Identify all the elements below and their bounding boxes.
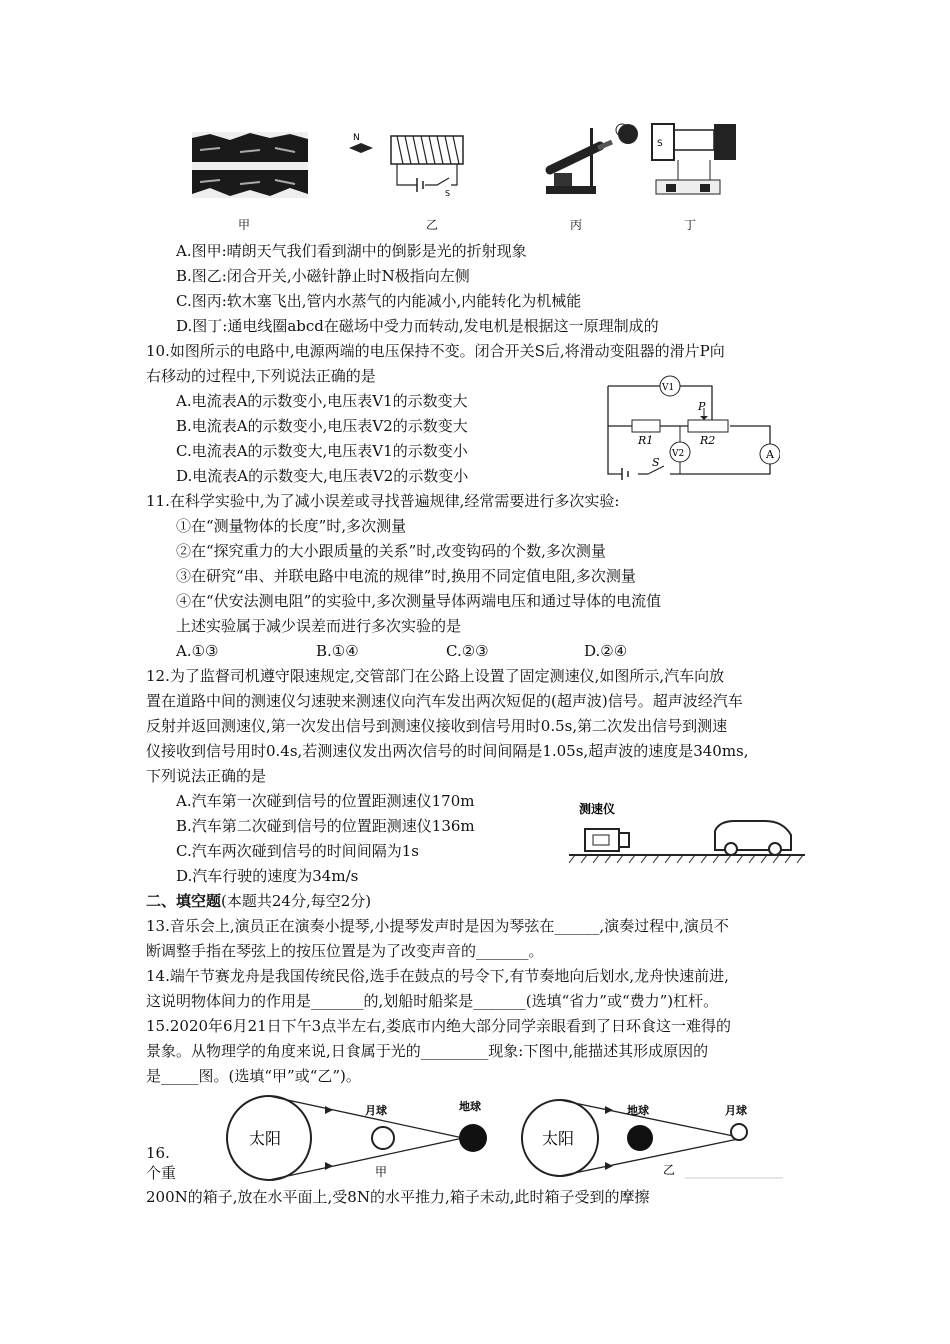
q14-line-2: 这说明物体间力的作用是_______的,划船时船桨是_______(选填“省力”或“费力”)杠杆。 [146, 992, 719, 1010]
q10-option-c: C.电流表A的示数变大,电压表V1的示数变小 [176, 442, 468, 460]
q11-option-b: B.①④ [316, 642, 359, 660]
q16-fragment: 个重 [146, 1164, 177, 1182]
q10-option-d: D.电流表A的示数变大,电压表V2的示数变小 [176, 467, 469, 485]
eclipse-yi-moon: 月球 [725, 1104, 747, 1117]
circuit-label-s: S [652, 456, 660, 469]
q9-option-b: B.图乙:闭合开关,小磁针静止时N极指向左侧 [176, 267, 470, 285]
svg-text:S: S [657, 139, 663, 149]
fig-label-jia: 甲 [238, 218, 251, 232]
eclipse-jia-sun: 太阳 [249, 1129, 282, 1148]
q11-option-c: C.②③ [446, 642, 489, 660]
fig-label-bing: 丙 [570, 218, 583, 232]
q10-option-b: B.电流表A的示数变小,电压表V2的示数变大 [176, 417, 468, 435]
q11-item-4: ④在“伏安法测电阻”的实验中,多次测量导体两端电压和通过导体的电流值 [176, 592, 662, 610]
circuit-label-r2: R2 [700, 434, 716, 447]
q12-line-4: 仪接收到信号用时0.4s,若测速仪发出两次信号的时间间隔是1.05s,超声波的速度是340ms, [146, 742, 749, 760]
q15-line-1: 15.2020年6月21日下午3点半左右,娄底市内绝大部分同学亲眼看到了日环食这一难得的 [146, 1017, 731, 1035]
q10-stem-line-1: 10.如图所示的电路中,电源两端的电压保持不变。闭合开关S后,将滑动变阻器的滑片P向 [146, 342, 725, 360]
figure-yi-solenoid [345, 130, 475, 200]
eclipse-jia-earth: 地球 [459, 1100, 481, 1113]
q10-option-a: A.电流表A的示数变小,电压表V1的示数变大 [176, 392, 468, 410]
circuit-label-p: P [698, 400, 706, 413]
q12-option-c: C.汽车两次碰到信号的时间间隔为1s [176, 842, 419, 860]
q12-option-b: B.汽车第二次碰到信号的位置距测速仪136m [176, 817, 475, 835]
q15-line-3: 是_____图。(选填“甲”或“乙”)。 [146, 1067, 361, 1085]
q11-item-1: ①在“测量物体的长度”时,多次测量 [176, 517, 407, 535]
q13-line-1: 13.音乐会上,演员正在演奏小提琴,小提琴发声时是因为琴弦在______,演奏过程中,演员不 [146, 917, 729, 935]
circuit-label-v1: V1 [662, 383, 675, 393]
q10-circuit-diagram [600, 372, 780, 484]
q14-line-1: 14.端午节赛龙舟是我国传统民俗,选手在鼓点的号令下,有节奏地向后划水,龙舟快速前进, [146, 967, 729, 985]
fig-label-yi: 乙 [426, 218, 439, 232]
eclipse-jia-label: 甲 [375, 1165, 388, 1179]
q11-option-a: A.①③ [176, 642, 219, 660]
figure-bing-steam [540, 118, 650, 198]
circuit-label-r1: R1 [638, 434, 654, 447]
q13-line-2: 断调整手指在琴弦上的按压位置是为了改变声音的_______。 [146, 942, 544, 960]
q12-line-1: 12.为了监督司机遵守限速规定,交管部门在公路上设置了固定测速仪,如图所示,汽车向放 [146, 667, 725, 685]
eclipse-yi-sun: 太阳 [542, 1129, 575, 1148]
svg-text:S: S [445, 189, 451, 198]
eclipse-yi-earth: 地球 [627, 1104, 649, 1117]
fig-label-ding: 丁 [684, 218, 697, 232]
q16-line: 200N的箱子,放在水平面上,受8N的水平推力,箱子未动,此时箱子受到的摩擦 [146, 1188, 650, 1206]
q11-option-d: D.②④ [584, 642, 628, 660]
q16-number: 16. [146, 1144, 170, 1162]
eclipse-figure [215, 1092, 785, 1187]
section-2-title: 二、填空题 [146, 892, 222, 910]
section-2-note: (本题共24分,每空2分) [221, 892, 372, 910]
svg-text:N: N [353, 133, 360, 143]
eclipse-jia-moon: 月球 [365, 1104, 387, 1117]
q12-option-a: A.汽车第一次碰到信号的位置距测速仪170m [176, 792, 475, 810]
q9-option-d: D.图丁:通电线圈abcd在磁场中受力而转动,发电机是根据这一原理制成的 [176, 317, 659, 335]
section-2-heading [146, 890, 371, 912]
figure-jia-reflection [190, 130, 310, 200]
speed-detector-label: 测速仪 [579, 802, 616, 816]
q11-question: 上述实验属于减少误差而进行多次实验的是 [176, 617, 462, 635]
q12-line-5: 下列说法正确的是 [146, 767, 267, 785]
q12-line-3: 反射并返回测速仪,第一次发出信号到测速仪接收到信号用时0.5s,第二次发出信号到测速 [146, 717, 728, 735]
eclipse-yi-label: 乙 [663, 1163, 676, 1177]
circuit-label-v2: V2 [672, 449, 685, 459]
q10-stem-line-2: 右移动的过程中,下列说法正确的是 [146, 367, 376, 385]
q15-line-2: 景象。从物理学的角度来说,日食属于光的_________现象:下图中,能描述其形成原因的 [146, 1042, 709, 1060]
q12-option-d: D.汽车行驶的速度为34m/s [176, 867, 359, 885]
q11-stem: 11.在科学实验中,为了减小误差或寻找普遍规律,经常需要进行多次实验: [146, 492, 620, 510]
q9-option-a: A.图甲:晴朗天气我们看到湖中的倒影是光的折射现象 [176, 242, 527, 260]
q11-item-2: ②在“探究重力的大小跟质量的关系”时,改变钩码的个数,多次测量 [176, 542, 606, 560]
figure-ding-motor [648, 118, 743, 200]
q12-line-2: 置在道路中间的测速仪匀速驶来测速仪向汽车发出两次短促的(超声波)信号。超声波经汽车 [146, 692, 743, 710]
q11-item-3: ③在研究“串、并联电路中电流的规律”时,换用不同定值电阻,多次测量 [176, 567, 636, 585]
circuit-label-a: A [766, 448, 774, 461]
q12-speed-detector-figure [565, 795, 810, 870]
q9-option-c: C.图丙:软木塞飞出,管内水蒸气的内能减小,内能转化为机械能 [176, 292, 582, 310]
